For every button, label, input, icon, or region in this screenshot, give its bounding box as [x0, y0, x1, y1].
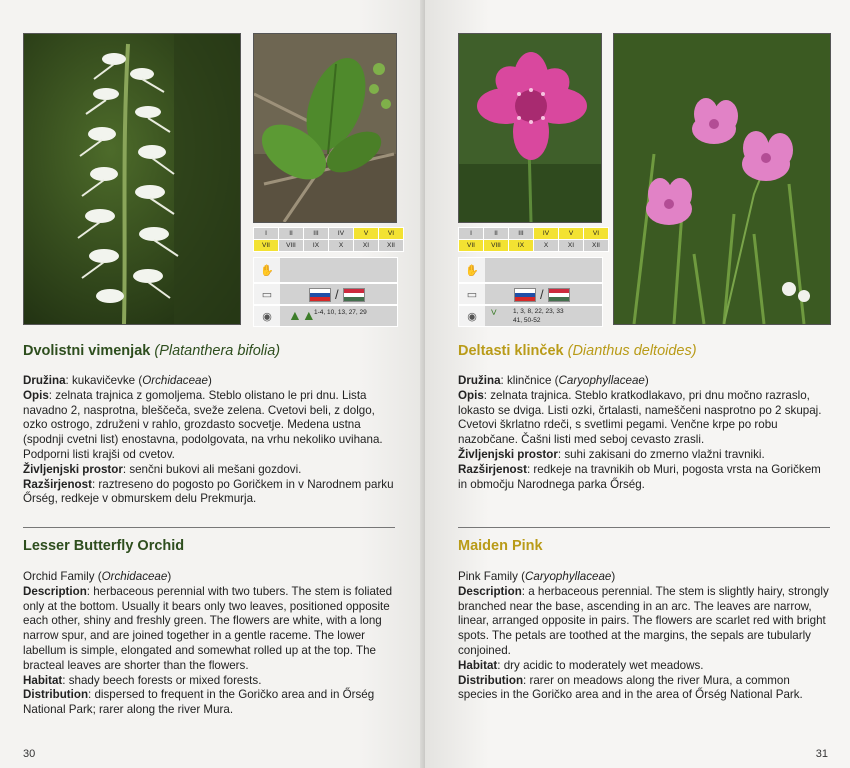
slovenia-flag-icon	[309, 288, 331, 302]
month-cell: VI	[584, 228, 609, 240]
family-latin: Orchidaceae	[142, 374, 208, 387]
family-latin-en: Caryophyllaceae	[525, 570, 612, 583]
month-cell: VIII	[484, 240, 509, 252]
flag-separator: /	[335, 287, 339, 302]
distribution-label: Razširjenost	[23, 477, 92, 491]
habitat-text: : senčni bukovi ali mešani gozdovi.	[122, 462, 302, 476]
page-number: 30	[23, 748, 36, 760]
month-cell: III	[304, 228, 329, 240]
distribution-label-en: Distribution	[458, 673, 524, 687]
care-row	[458, 257, 603, 283]
month-cell: X	[534, 240, 559, 252]
family-latin-en: Orchidaceae	[101, 570, 168, 583]
opis-text: : zelnata trajnica z gomoljema. Steblo olistano le pri dnu. Lista navadno 2, nasprotna, bleščeča, sveže zelena. Cvetovi beli, z dolgo, ozko ostrogo, združeni v rahlo, grozdasto socvetje. Medena ustna (spodnji cvetni list) enostavna, podolgovata, na vrhu nekoliko uvihana. Podporni listi krajši od cvetov.	[23, 388, 383, 461]
habitat-text-en: : shady beech forests or mixed forests.	[62, 673, 262, 687]
month-cell: VIII	[279, 240, 304, 252]
opis-label: Opis	[458, 388, 484, 402]
species-name-en: Maiden Pink	[458, 538, 543, 554]
family-text: : klinčnice (	[500, 374, 559, 387]
species-title-en	[458, 538, 543, 554]
description-sl	[458, 374, 830, 492]
hand-icon: ✋	[254, 258, 280, 282]
family-latin: Caryophyllaceae	[558, 374, 645, 387]
distribution-text: : raztreseno do pogosto po Goričkem in v Narodnem parku Őrség, redkeje v obmurskem delu Prekmurja.	[23, 477, 394, 506]
distribution-text: : redkeje na travnikih ob Muri, pogosta vrsta na Goričkem in območju Narodnega parka Őrség.	[458, 462, 821, 491]
species-latin: (Dianthus deltoides)	[567, 343, 697, 359]
care-row	[253, 257, 398, 283]
flag-separator: /	[540, 287, 544, 302]
habitat-codes-line-2: 41, 50-52	[513, 317, 541, 324]
habitat-text-en: : dry acidic to moderately wet meadows.	[497, 658, 704, 672]
trees-icon: ▲▲	[288, 307, 316, 323]
habitat-codes	[513, 307, 564, 325]
habitat-label-en: Habitat	[458, 658, 498, 672]
habitat-codes: 1-4, 10, 13, 27, 29	[314, 309, 367, 316]
pink-flower-closeup-photo	[458, 33, 602, 223]
section-divider	[23, 527, 395, 528]
grass-icon: ⱽ	[491, 307, 497, 322]
distribution-label-en: Distribution	[23, 688, 89, 702]
right-page	[425, 0, 850, 768]
month-cell: V	[354, 228, 379, 240]
month-cell: VII	[254, 240, 279, 252]
distribution-text-en: : dispersed to frequent in the Goričko area and in Őrség National Park; rarer along the river Mura.	[23, 688, 375, 717]
family-close: )	[207, 374, 212, 387]
distribution-label: Razširjenost	[458, 462, 527, 476]
family-label: Družina	[458, 374, 501, 387]
flowering-months-grid	[253, 227, 404, 252]
habitat-text: : suhi zakisani do zmerno vlažni travniki.	[557, 447, 765, 461]
distribution-text-en: : rarer on meadows along the river Mura, a common species in the Goričko area and in the area of Őrség National Park.	[458, 673, 803, 702]
protection-row	[253, 283, 398, 305]
family-close-en: )	[167, 570, 172, 583]
habitat-label-en: Habitat	[23, 673, 63, 687]
month-cell: I	[459, 228, 484, 240]
month-cell: XII	[584, 240, 609, 252]
species-name-sl: Deltasti klinček	[458, 343, 564, 359]
protection-row	[458, 283, 603, 305]
family-close: )	[644, 374, 649, 387]
eye-icon: ◉	[254, 306, 280, 326]
month-cell: XI	[559, 240, 584, 252]
species-name-en: Lesser Butterfly Orchid	[23, 538, 185, 554]
slovenia-flag-icon	[514, 288, 536, 302]
eye-icon: ◉	[459, 306, 485, 326]
family-text-en: Pink Family (	[458, 570, 525, 583]
month-cell: IV	[534, 228, 559, 240]
family-text: : kukavičevke (	[65, 374, 143, 387]
month-cell: XI	[354, 240, 379, 252]
months-row-2	[254, 240, 404, 252]
description-text: : a herbaceous perennial. The stem is slightly hairy, strongly branched near the base, ascending in an arc. The leaves are narrow, linear, arranged opposite in pairs. The flowers are scarlet red with bright spots. The petals are toothed at the margins, the sepals are tubularly conjoined.	[458, 584, 829, 657]
habitat-codes-line-1: 1, 3, 8, 22, 23, 33	[513, 308, 564, 315]
habitat-label: Življenjski prostor	[458, 447, 558, 461]
month-cell: III	[509, 228, 534, 240]
pink-flowers-meadow-photo	[613, 33, 831, 325]
month-cell: I	[254, 228, 279, 240]
species-title-sl	[458, 343, 697, 359]
description-label: Description	[458, 584, 522, 598]
description-label: Description	[23, 584, 87, 598]
species-title-en	[23, 538, 184, 554]
opis-label: Opis	[23, 388, 49, 402]
species-name-sl: Dvolistni vimenjak	[23, 343, 151, 359]
months-row-2	[459, 240, 609, 252]
orchid-flower-photo	[23, 33, 241, 325]
description-en	[458, 570, 830, 703]
habitat-row	[253, 305, 398, 327]
month-cell: II	[279, 228, 304, 240]
book-icon: ▭	[254, 284, 280, 304]
month-cell: XII	[379, 240, 404, 252]
description-sl	[23, 374, 401, 507]
species-latin: (Platanthera bifolia)	[154, 343, 281, 359]
section-divider	[458, 527, 830, 528]
family-label: Družina	[23, 374, 66, 387]
month-cell: II	[484, 228, 509, 240]
hungary-flag-icon	[548, 288, 570, 302]
month-cell: IV	[329, 228, 354, 240]
book-icon: ▭	[459, 284, 485, 304]
months-row-1	[459, 228, 609, 240]
habitat-row	[458, 305, 603, 327]
months-row-1	[254, 228, 404, 240]
opis-text: : zelnata trajnica. Steblo kratkodlakavo, pri dnu močno razraslo, lokasto se dviga. Listi ozki, črtalasti, nameščeni nasprotno po 2 skupaj. Cvetovi škrlatno rdeči, s svetlimi pegami. Venčne krpe po robu nazobčane. Čašni listi med seboj cevasto zrasli.	[458, 388, 822, 447]
hand-icon: ✋	[459, 258, 485, 282]
month-cell: X	[329, 240, 354, 252]
family-text-en: Orchid Family (	[23, 570, 102, 583]
description-text: : herbaceous perennial with two tubers. The stem is foliated only at the bottom. Usually it bears only two leaves, positioned opposite each other, shiny and freshly green. The flowers are white, with a long narrow spur, and are joined together in a gentle raceme. The lower labellum is simple, elongated and somewhat rolled up at the top. The bracteal leaves are shorter than the flowers.	[23, 584, 393, 672]
month-cell: VII	[459, 240, 484, 252]
description-en	[23, 570, 401, 718]
orchid-leaves-photo	[253, 33, 397, 223]
hungary-flag-icon	[343, 288, 365, 302]
month-cell: IX	[304, 240, 329, 252]
habitat-label: Življenjski prostor	[23, 462, 123, 476]
species-title-sl	[23, 343, 280, 359]
month-cell: VI	[379, 228, 404, 240]
page-number: 31	[815, 748, 828, 760]
flowering-months-grid	[458, 227, 609, 252]
family-close-en: )	[611, 570, 616, 583]
month-cell: V	[559, 228, 584, 240]
month-cell: IX	[509, 240, 534, 252]
